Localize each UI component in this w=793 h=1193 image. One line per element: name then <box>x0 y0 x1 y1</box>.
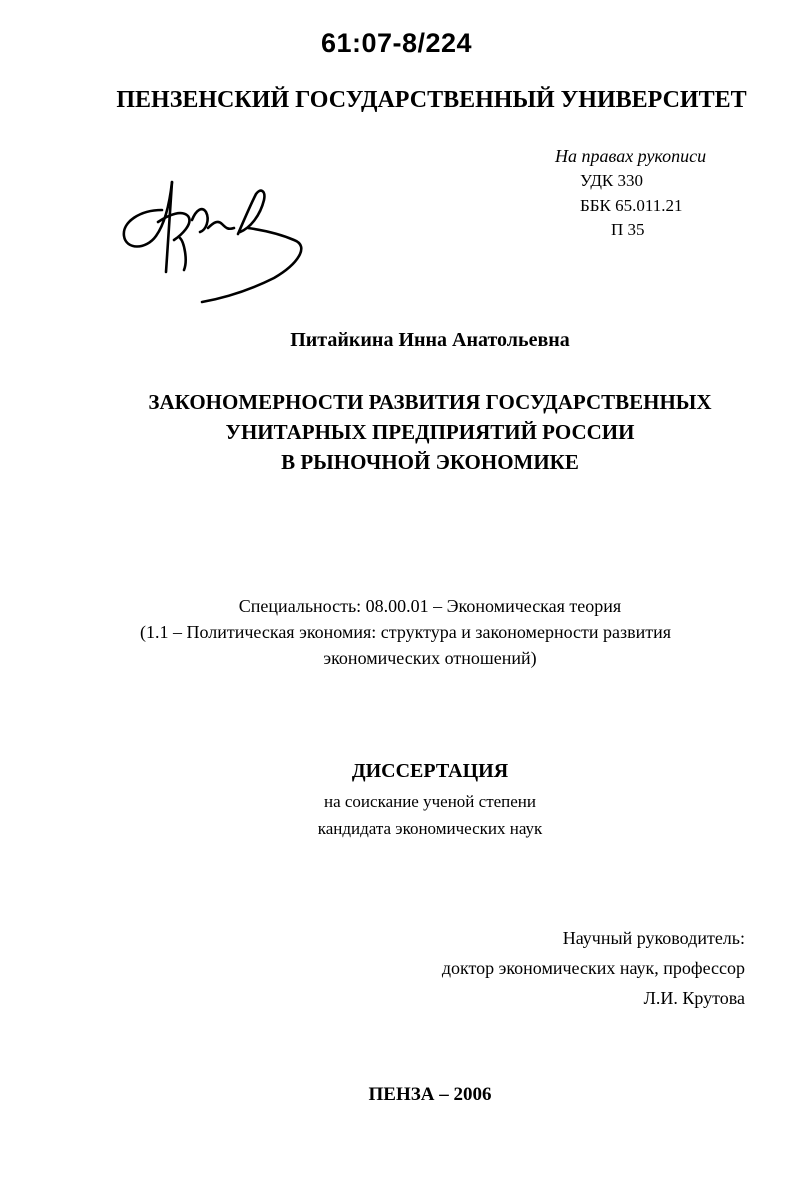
specialty-line: экономических отношений) <box>323 648 537 668</box>
supervisor-block <box>442 923 745 1013</box>
handwritten-signature <box>110 170 320 310</box>
university-name: ПЕНЗЕНСКИЙ ГОСУДАРСТВЕННЫЙ УНИВЕРСИТЕТ <box>116 87 747 113</box>
signature-stroke <box>180 238 186 270</box>
specialty-line: Специальность: 08.00.01 – Экономическая теория <box>238 596 622 616</box>
city-year: ПЕНЗА – 2006 <box>368 1084 492 1105</box>
degree-block <box>0 788 793 842</box>
bbk-code: ББК 65.011.21 <box>580 196 683 215</box>
title-line: УНИТАРНЫХ ПРЕДПРИЯТИЙ РОССИИ <box>225 420 635 444</box>
supervisor-label: Научный руководитель: <box>562 928 745 948</box>
degree-line: на соискание ученой степени <box>323 792 537 811</box>
specialty-line: (1.1 – Политическая экономия: структура и закономерности развития <box>140 622 672 642</box>
author-name: Питайкина Инна Анатольевна <box>290 329 570 351</box>
signature-stroke <box>192 209 208 232</box>
author-sign-code: П 35 <box>611 220 645 239</box>
udk-code: УДК 330 <box>580 171 644 190</box>
supervisor-name: Л.И. Крутова <box>643 988 745 1008</box>
archive-stamp: 61:07-8/224 <box>320 28 473 58</box>
dissertation-title <box>0 387 793 477</box>
manuscript-rights: На правах рукописи <box>555 146 707 166</box>
signature-stroke <box>124 182 172 247</box>
degree-line: кандидата экономических наук <box>317 819 543 838</box>
signature-stroke <box>208 222 234 229</box>
specialty-block <box>0 593 793 671</box>
title-line: ЗАКОНОМЕРНОСТИ РАЗВИТИЯ ГОСУДАРСТВЕННЫХ <box>148 390 712 414</box>
supervisor-degree: доктор экономических наук, профессор <box>441 958 745 978</box>
signature-stroke <box>202 228 301 302</box>
dissertation-heading: ДИССЕРТАЦИЯ <box>351 760 509 782</box>
title-line: В РЫНОЧНОЙ ЭКОНОМИКЕ <box>281 450 579 474</box>
